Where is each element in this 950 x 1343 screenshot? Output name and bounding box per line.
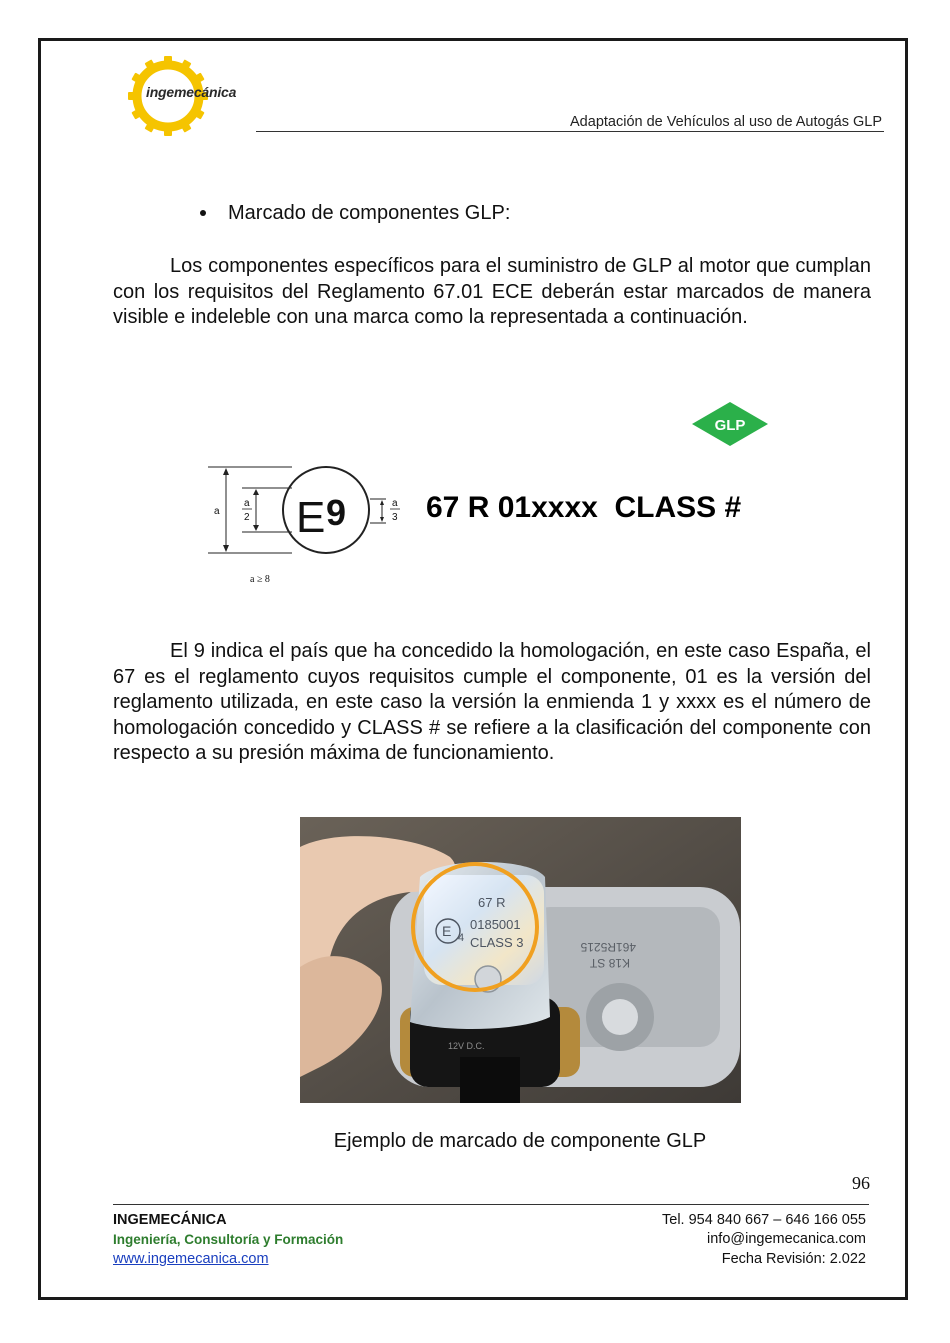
circle-number: 9 — [326, 492, 347, 533]
dim-a-label: a — [214, 506, 220, 517]
photo-label-side1: 461R5215 — [580, 940, 636, 954]
section-bullet: Marcado de componentes GLP: — [228, 202, 511, 224]
paragraph-explanation: El 9 indica el país que ha concedido la homologación, en este caso España, el 67 es el reglamento cuyos requisitos cumple el componente, 01 es la versión del reglamento utilizada, en este caso la versión la enmienda 1 y xxxx es el número de homologación concedido y CLASS # se refiere a la clasificación del componente con respecto a su presión máxima de funcionamiento. — [113, 640, 871, 764]
photo-caption: Ejemplo de marcado de componente GLP — [333, 1130, 707, 1152]
header-rule — [256, 131, 884, 132]
photo-label-reg: 67 R — [478, 895, 506, 910]
footer-email: info@ingemecanica.com — [707, 1231, 866, 1247]
logo-text: ingemecánica — [146, 84, 237, 100]
glp-badge-icon — [690, 400, 770, 448]
footer-tagline: Ingeniería, Consultoría y Formación — [113, 1232, 344, 1247]
marking-diagram — [200, 455, 800, 595]
header-title: Adaptación de Vehículos al uso de Autogás GLP — [570, 114, 882, 130]
footer-company: INGEMECÁNICA — [113, 1212, 227, 1228]
dim-third-den: 3 — [392, 512, 398, 523]
dim-third-num: a — [392, 498, 398, 509]
dim-condition: a ≥ 8 — [250, 574, 270, 585]
footer-rule — [113, 1204, 869, 1205]
photo-label-number: 0185001 — [470, 917, 521, 932]
photo-label-coil: 12V D.C. — [448, 1041, 485, 1051]
circle-letter: E — [296, 493, 326, 542]
photo-label-class: CLASS 3 — [470, 935, 524, 950]
dim-half-den: 2 — [244, 512, 250, 523]
photo-label-side2: K18 ST — [589, 956, 630, 970]
dim-half-num: a — [244, 498, 250, 509]
bullet-dot — [200, 210, 206, 216]
footer-website-link[interactable]: www.ingemecanica.com — [113, 1251, 269, 1267]
footer-revision-date: Fecha Revisión: 2.022 — [721, 1251, 866, 1267]
component-photo — [300, 817, 741, 1103]
footer-phone: Tel. 954 840 667 – 646 166 055 — [662, 1212, 866, 1228]
glp-badge-label: GLP — [714, 417, 746, 434]
paragraph-intro: Los componentes específicos para el suministro de GLP al motor que cumplan con los requisitos del Reglamento 67.01 ECE deberán estar marcados de manera visible e indeleble con una marca como la representada a continuación. — [113, 255, 871, 328]
photo-label-country: 4 — [458, 932, 465, 944]
photo-label-e: E — [442, 923, 452, 939]
homologation-mark-text: 67 R 01xxxx CLASS # — [426, 491, 742, 524]
page-number: 96 — [852, 1173, 870, 1193]
